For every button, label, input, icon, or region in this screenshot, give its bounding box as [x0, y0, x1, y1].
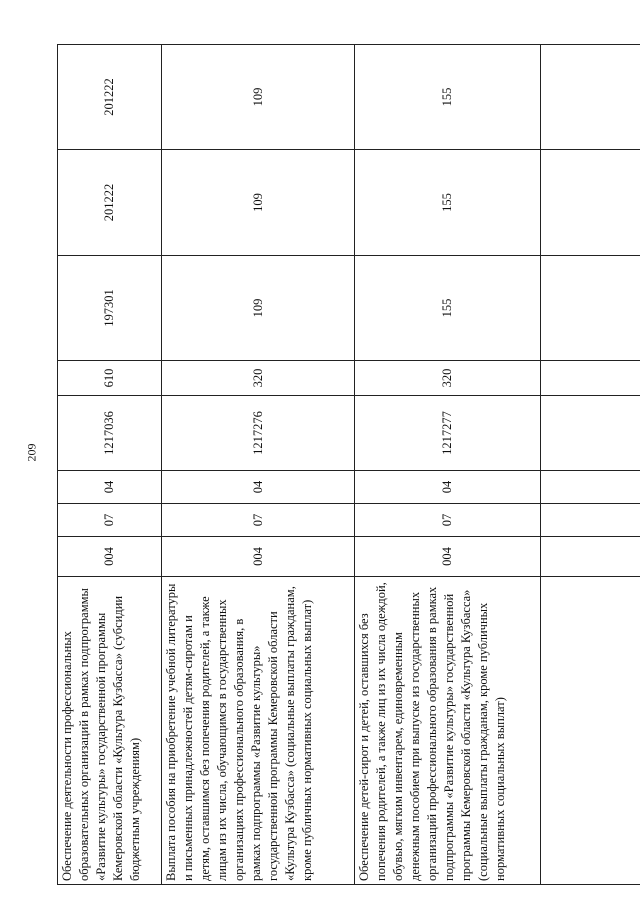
ministry-code: 004: [58, 537, 162, 577]
subsection-code: 04: [355, 471, 541, 504]
ministry-code: 004: [355, 537, 541, 577]
table-row: [58, 45, 162, 885]
section-code: 07: [162, 504, 355, 537]
target-item-code: 1217276: [162, 396, 355, 471]
sum-1: 109: [162, 256, 355, 361]
target-item-code: 1217277: [355, 396, 541, 471]
target-item-code: 1217036: [58, 396, 162, 471]
empty-cell: [541, 471, 640, 504]
sum-3: 109: [162, 45, 355, 150]
page-number: 209: [24, 443, 39, 462]
subsection-code: 04: [162, 471, 355, 504]
table-row: [162, 45, 355, 885]
sum-3: 155: [355, 45, 541, 150]
expense-type-code: 610: [58, 361, 162, 396]
sum-2: 155: [355, 150, 541, 256]
sum-2: 109: [162, 150, 355, 256]
budget-table: [57, 44, 640, 885]
empty-cell: [541, 537, 640, 577]
sum-1: 155: [355, 256, 541, 361]
empty-cell: [541, 361, 640, 396]
table-row: [541, 45, 640, 885]
rotated-page-content: [57, 45, 640, 885]
empty-cell: [541, 504, 640, 537]
empty-cell: [541, 396, 640, 471]
row-description: Выплата пособия на приобретение учебной литературы и письменных принадлежностей детям-сиротам и детям, оставшимся без попечения родителей, а также лицам из их числа, обучающимся в государственных организациях профессионального образования, в рамках подпрограммы «Развитие культуры» государственной программы Кемеровской области «Культура Кузбасса» (социальные выплаты гражданам, кроме публичных нормативных социальных выплат): [162, 577, 355, 885]
sum-3: 201222: [58, 45, 162, 150]
row-description: Обеспечение деятельности профессиональных образовательных организаций в рамках подпрограммы «Развитие культуры» государственной программы Кемеровской области «Культура Кузбасса» (субсидии бюджетным учреждениям): [58, 577, 162, 885]
expense-type-code: 320: [162, 361, 355, 396]
table-row: [355, 45, 541, 885]
empty-cell: [541, 45, 640, 150]
empty-cell: [541, 256, 640, 361]
section-code: 07: [58, 504, 162, 537]
row-description: Обеспечение детей-сирот и детей, оставшихся без попечения родителей, а также лиц из их числа одеждой, обувью, мягким инвентарем, единовременным денежным пособием при выпуске из государственных организаций профессионального образования в рамках подпрограммы «Развитие культуры» государственной программы Кемеровской области «Культура Кузбасса» (социальные выплаты гражданам, кроме публичных нормативных социальных выплат): [355, 577, 541, 885]
expense-type-code: 320: [355, 361, 541, 396]
sum-1: 197301: [58, 256, 162, 361]
section-code: 07: [355, 504, 541, 537]
empty-cell: [541, 150, 640, 256]
empty-cell: [541, 577, 640, 885]
subsection-code: 04: [58, 471, 162, 504]
ministry-code: 004: [162, 537, 355, 577]
sum-2: 201222: [58, 150, 162, 256]
